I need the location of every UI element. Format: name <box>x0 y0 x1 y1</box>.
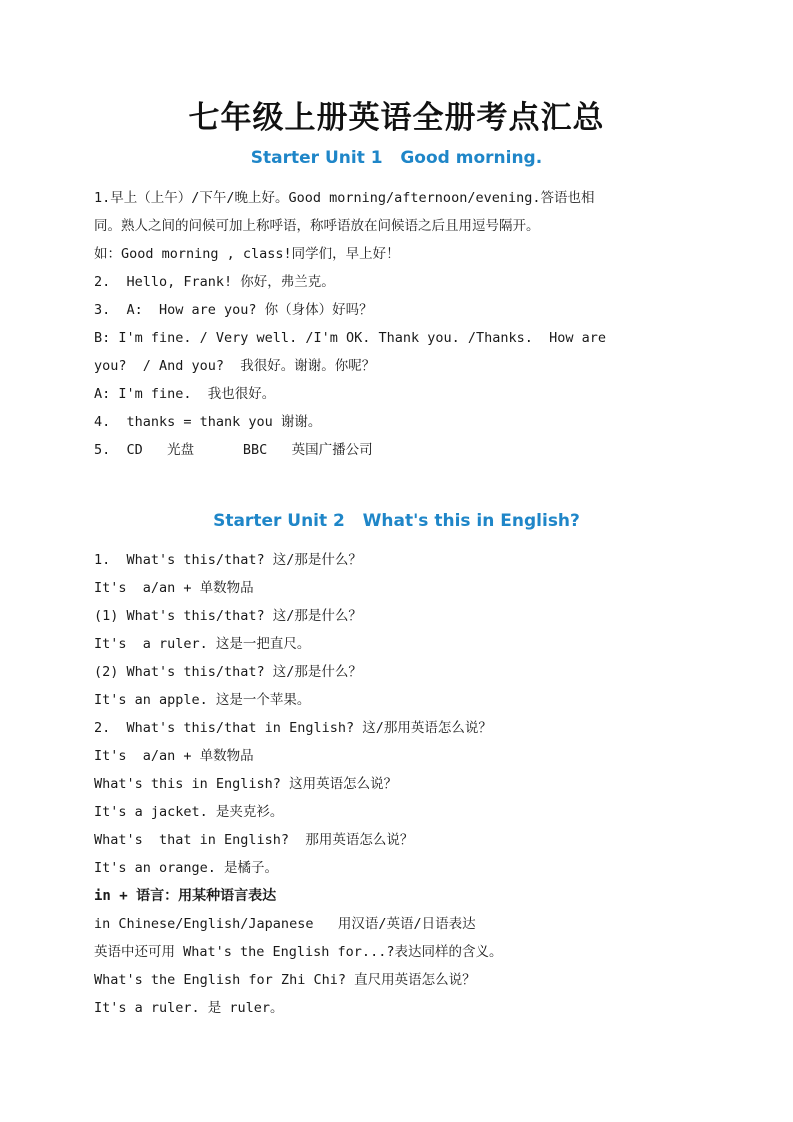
section-content-starter-unit-2 <box>94 546 714 1022</box>
document-title: 七年级上册英语全册考点汇总 <box>188 100 605 136</box>
section-title-starter-unit-2: Starter Unit 2 What's this in English? <box>213 511 580 531</box>
section-title-starter-unit-1: Starter Unit 1 Good morning. <box>250 148 543 168</box>
text-line: 3. A: How are you? 你（身体）好吗？ <box>94 302 373 318</box>
text-line: 2. Hello, Frank! 你好，弗兰克。 <box>94 274 335 290</box>
text-line: 1.早上（上午）/下午/晚上好。Good morning/afternoon/evening.答语也相 <box>94 190 595 206</box>
text-line: It's an orange. 是橘子。 <box>94 860 279 876</box>
text-line: 英语中还可用 What's the English for...?表达同样的含义。 <box>94 944 503 960</box>
text-line: It's a/an + 单数物品 <box>94 580 254 596</box>
text-line: What's the English for Zhi Chi? 直尺用英语怎么说？ <box>94 972 476 988</box>
text-line: (1) What's this/that? 这/那是什么？ <box>94 608 362 624</box>
text-line: It's an apple. 这是一个苹果。 <box>94 692 311 708</box>
text-line: B: I'm fine. / Very well. /I'm OK. Thank you. /Thanks. How are <box>94 330 607 346</box>
text-line: you? / And you? 我很好。谢谢。你呢？ <box>94 358 376 374</box>
text-line: A: I'm fine. 我也很好。 <box>94 386 276 402</box>
text-line: 5. CD 光盘 BBC 英国广播公司 <box>94 442 373 458</box>
text-line: (2) What's this/that? 这/那是什么？ <box>94 664 362 680</box>
text-line: 1. What's this/that? 这/那是什么？ <box>94 552 362 568</box>
text-line: It's a ruler. 是 ruler。 <box>94 1000 284 1016</box>
text-line: 同。熟人之间的问候可加上称呼语，称呼语放在问候语之后且用逗号隔开。 <box>94 218 540 234</box>
text-line: in Chinese/English/Japanese 用汉语/英语/日语表达 <box>94 916 476 932</box>
text-line: It's a ruler. 这是一把直尺。 <box>94 636 311 652</box>
text-line-heading: in + 语言：用某种语言表达 <box>94 888 277 904</box>
section-content-starter-unit-1 <box>94 184 714 464</box>
text-line: It's a/an + 单数物品 <box>94 748 254 764</box>
text-line: What's that in English? 那用英语怎么说？ <box>94 832 414 848</box>
text-line: 4. thanks = thank you 谢谢。 <box>94 414 322 430</box>
text-line: It's a jacket. 是夹克衫。 <box>94 804 284 820</box>
text-line: What's this in English? 这用英语怎么说？ <box>94 776 398 792</box>
text-line: 如：Good morning , class!同学们，早上好！ <box>94 246 400 262</box>
text-line: 2. What's this/that in English? 这/那用英语怎么说？ <box>94 720 492 736</box>
